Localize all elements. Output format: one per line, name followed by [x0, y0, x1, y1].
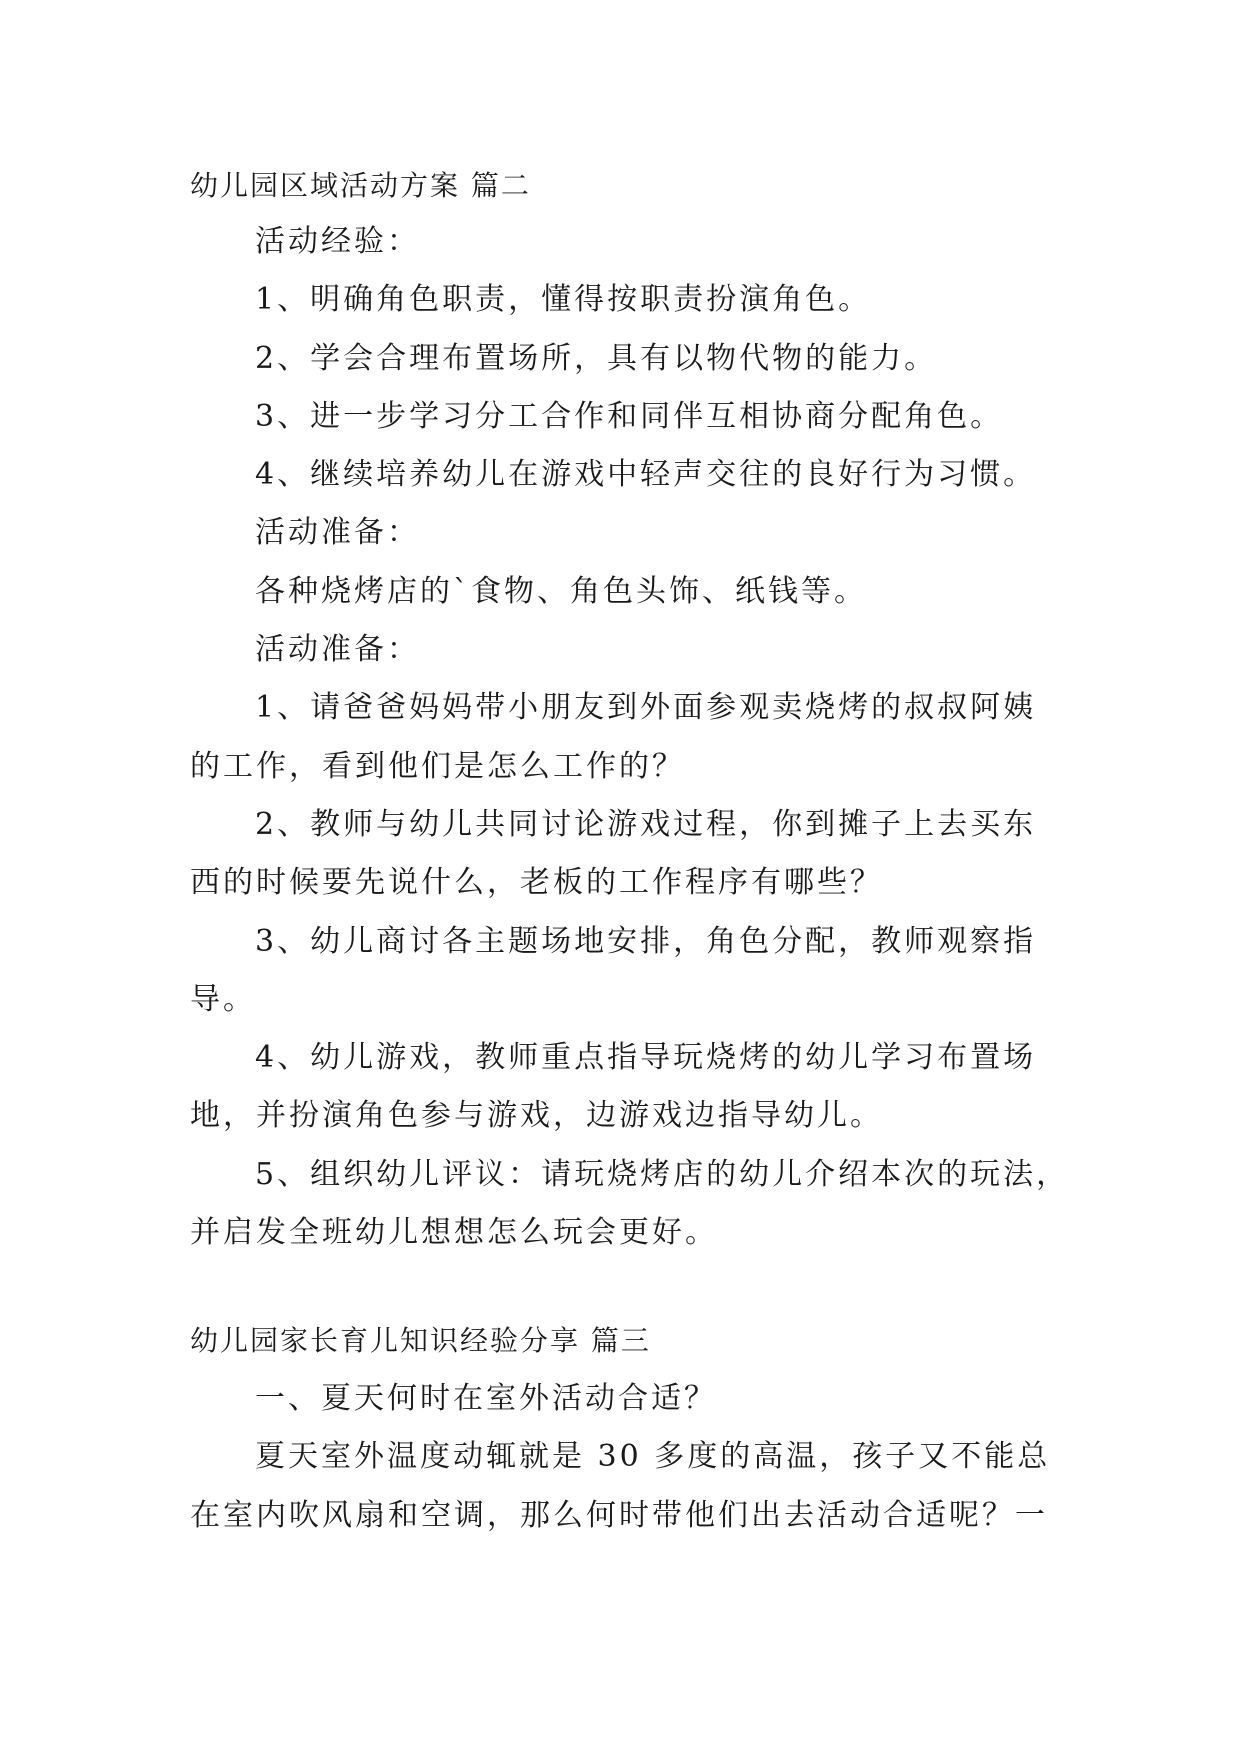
step-4-line-1: 4、幼儿游戏，教师重点指导玩烧烤的幼儿学习布置场 — [255, 1040, 1037, 1075]
experience-item-3: 3、进一步学习分工合作和同伴互相协商分配角色。 — [255, 399, 1004, 434]
experience-item-2: 2、学会合理布置场所，具有以物代物的能力。 — [255, 341, 938, 376]
step-5-line-1: 5、组织幼儿评议：请玩烧烤店的幼儿介绍本次的玩法， — [255, 1157, 1070, 1192]
experience-item-1: 1、明确角色职责，懂得按职责扮演角色。 — [255, 282, 872, 317]
preparation-heading: 活动准备： — [255, 515, 420, 550]
question-1: 一、夏天何时在室外活动合适？ — [255, 1381, 717, 1416]
section-title: 幼儿园区域活动方案 篇二 — [190, 169, 531, 202]
step-5-line-2: 并启发全班幼儿想想怎么玩会更好。 — [190, 1215, 718, 1250]
step-1-line-2: 的工作，看到他们是怎么工作的？ — [190, 749, 685, 784]
preparation-heading-2: 活动准备： — [255, 632, 420, 667]
step-2-line-1: 2、教师与幼儿共同讨论游戏过程，你到摊子上去买东 — [255, 807, 1037, 842]
step-2-line-2: 西的时候要先说什么，老板的工作程序有哪些？ — [190, 865, 883, 900]
step-4-line-2: 地，并扮演角色参与游戏，边游戏边指导幼儿。 — [190, 1098, 883, 1133]
step-1-line-1: 1、请爸爸妈妈带小朋友到外面参观卖烧烤的叔叔阿姨 — [255, 690, 1037, 725]
step-3-line-1: 3、幼儿商讨各主题场地安排，角色分配，教师观察指 — [255, 924, 1037, 959]
step-3-line-2: 导。 — [190, 982, 256, 1017]
preparation-text: 各种烧烤店的`食物、角色头饰、纸钱等。 — [255, 574, 867, 609]
paragraph-line-1: 夏天室外温度动辄就是 30 多度的高温，孩子又不能总 — [255, 1439, 1051, 1474]
experience-item-4: 4、继续培养幼儿在游戏中轻声交往的良好行为习惯。 — [255, 457, 1037, 492]
section-title-2: 幼儿园家长育儿知识经验分享 篇三 — [190, 1324, 651, 1357]
paragraph-line-2: 在室内吹风扇和空调，那么何时带他们出去活动合适呢？一 — [190, 1498, 1048, 1533]
experience-heading: 活动经验： — [255, 224, 420, 259]
